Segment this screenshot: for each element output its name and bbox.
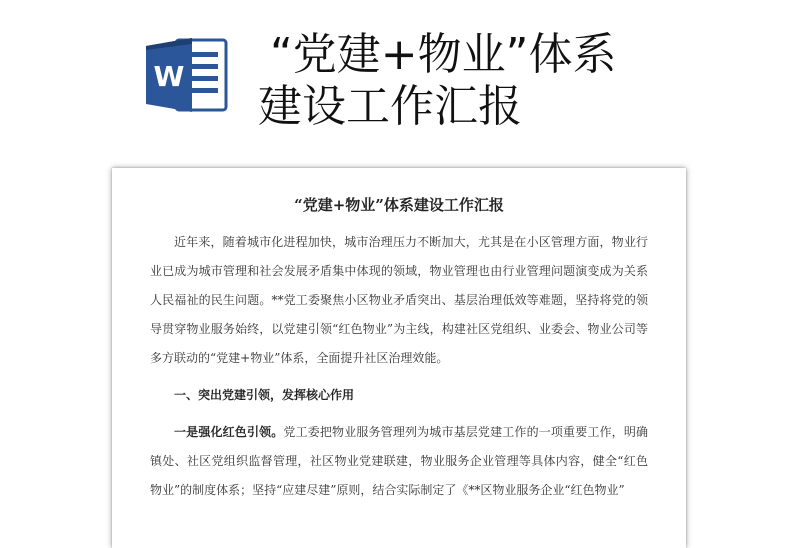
word-document-icon [146, 36, 228, 114]
document-body [150, 228, 648, 505]
page-title-line-1: “党建+物业”体系 [270, 29, 617, 80]
document-page [112, 168, 686, 548]
header [0, 0, 800, 150]
subsection-lead: 一是强化红色引领。 [174, 425, 284, 439]
subsection-text: 党工委把物业服务管理列为城市基层党建工作的一项重要工作，明确镇处、社区党组织监督管理，社区物业党建联建，物业服务企业管理等具体内容，健全“红色物业”的制度体系；坚持“应建尽建”原则，结合实际制定了《**区物业服务企业“红色物业” [150, 425, 648, 497]
subsection-paragraph-1 [150, 418, 648, 505]
page-title-line-2: 建设工作汇报 [258, 81, 522, 132]
intro-paragraph: 近年来，随着城市化进程加快，城市治理压力不断加大，尤其是在小区管理方面，物业行业已成为城市管理和社会发展矛盾集中体现的领域，物业管理也由行业管理问题演变成为关系人民福祉的民生问题。**党工委聚焦小区物业矛盾突出、基层治理低效等难题，坚持将党的领导贯穿物业服务始终，以党建引领“红色物业”为主线，构建社区党组织、业委会、物业公司等多方联动的“党建+物业”体系，全面提升社区治理效能。 [150, 235, 648, 365]
document-title: “党建+物业”体系建设工作汇报 [294, 196, 504, 214]
svg-text:W: W [153, 60, 185, 93]
section-heading-1: 一、突出党建引领，发挥核心作用 [174, 388, 355, 402]
